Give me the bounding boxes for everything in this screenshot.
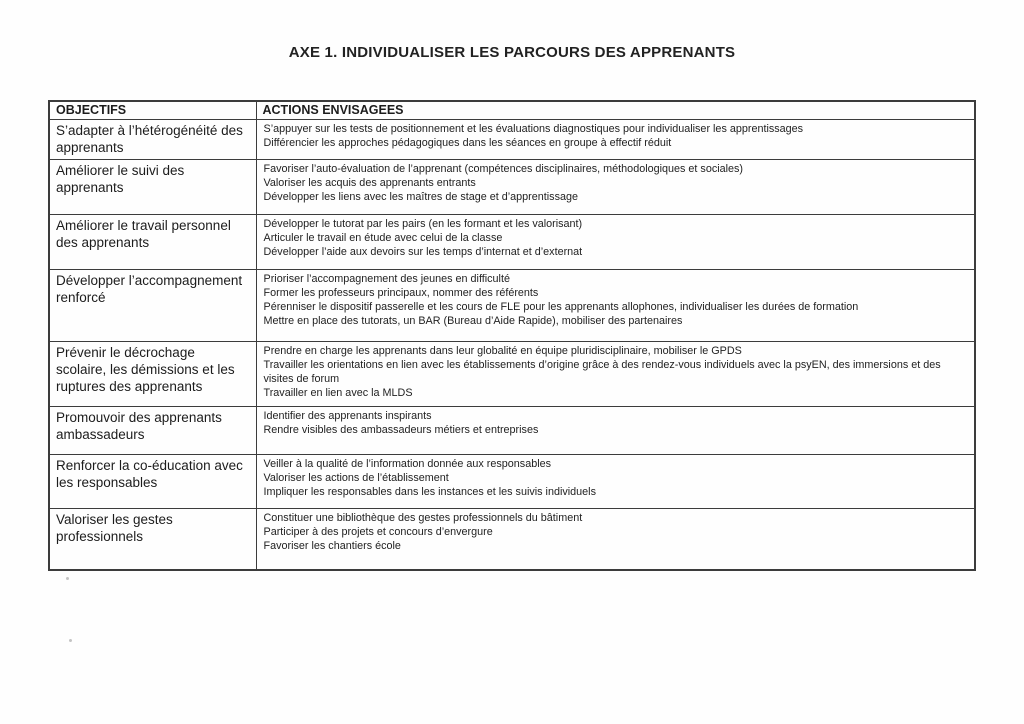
objective-cell: Améliorer le suivi des apprenants xyxy=(49,159,256,214)
objective-cell: Améliorer le travail personnel des apprenants xyxy=(49,214,256,269)
action-line: Valoriser les actions de l’établissement xyxy=(263,471,449,484)
action-line: Différencier les approches pédagogiques dans les séances en groupe à effectif réduit xyxy=(263,137,672,150)
action-line: Développer les liens avec les maîtres de stage et d’apprentissage xyxy=(263,191,578,204)
action-line: Veiller à la qualité de l’information donnée aux responsables xyxy=(263,457,552,470)
table-row xyxy=(49,508,975,570)
action-line: Prioriser l’accompagnement des jeunes en difficulté xyxy=(263,272,510,285)
actions-cell xyxy=(256,214,975,269)
table-row xyxy=(49,406,975,454)
objective-cell: Prévenir le décrochage scolaire, les démissions et les ruptures des apprenants xyxy=(49,341,256,406)
objective-cell: S’adapter à l’hétérogénéité des apprenants xyxy=(49,120,256,160)
scan-artifact xyxy=(66,577,69,580)
column-header-actions-envisagees: ACTIONS ENVISAGEES xyxy=(256,101,975,120)
table-row xyxy=(49,454,975,508)
action-line: Articuler le travail en étude avec celui de la classe xyxy=(263,231,503,244)
action-line: Former les professeurs principaux, nommer des référents xyxy=(263,286,539,299)
actions-cell xyxy=(256,269,975,341)
action-line: Rendre visibles des ambassadeurs métiers et entreprises xyxy=(263,423,539,436)
action-line: Prendre en charge les apprenants dans leur globalité en équipe pluridisciplinaire, mobiliser le GPDS xyxy=(263,344,742,357)
actions-cell xyxy=(256,508,975,570)
action-line: Travailler les orientations en lien avec les établissements d’origine grâce à des rendez-vous individuels avec la psyEN, des immersions et des visites de forum xyxy=(263,358,941,386)
action-line: Impliquer les responsables dans les instances et les suivis individuels xyxy=(263,486,596,499)
actions-cell xyxy=(256,454,975,508)
action-line: Développer l’aide aux devoirs sur les temps d’internat et d’externat xyxy=(263,246,583,259)
page-title: AXE 1. INDIVIDUALISER LES PARCOURS DES APPRENANTS xyxy=(288,44,736,61)
objective-cell: Valoriser les gestes professionnels xyxy=(49,508,256,570)
action-line: S’appuyer sur les tests de positionnement et les évaluations diagnostiques pour individualiser les apprentissages xyxy=(263,123,804,135)
action-line: Développer le tutorat par les pairs (en les formant et les valorisant) xyxy=(263,217,583,230)
action-line: Valoriser les acquis des apprenants entrants xyxy=(263,176,476,189)
scan-artifact xyxy=(69,639,72,642)
action-line: Pérenniser le dispositif passerelle et les cours de FLE pour les apprenants allophones, individualiser les durées de formation xyxy=(263,301,859,314)
header-row xyxy=(49,101,975,120)
action-line: Participer à des projets et concours d’envergure xyxy=(263,525,493,538)
table-body xyxy=(49,120,975,571)
actions-cell xyxy=(256,341,975,406)
action-line: Favoriser l’auto-évaluation de l’apprenant (compétences disciplinaires, méthodologiques et sociales) xyxy=(263,162,744,175)
action-line: Constituer une bibliothèque des gestes professionnels du bâtiment xyxy=(263,511,583,524)
objective-cell: Renforcer la co-éducation avec les responsables xyxy=(49,454,256,508)
column-header-objectifs: OBJECTIFS xyxy=(49,101,256,120)
action-line: Mettre en place des tutorats, un BAR (Bureau d’Aide Rapide), mobiliser des partenaires xyxy=(263,315,683,328)
actions-cell xyxy=(256,159,975,214)
actions-cell xyxy=(256,120,975,160)
action-line: Favoriser les chantiers école xyxy=(263,540,401,553)
actions-cell xyxy=(256,406,975,454)
action-line: Travailler en lien avec la MLDS xyxy=(263,387,413,400)
table-row xyxy=(49,159,975,214)
table-row xyxy=(49,341,975,406)
table-row xyxy=(49,120,975,160)
objective-cell: Développer l’accompagnement renforcé xyxy=(49,269,256,341)
objective-cell: Promouvoir des apprenants ambassadeurs xyxy=(49,406,256,454)
action-line: Identifier des apprenants inspirants xyxy=(263,409,432,422)
table-row xyxy=(49,214,975,269)
objectives-actions-table xyxy=(48,100,976,571)
table-row xyxy=(49,269,975,341)
